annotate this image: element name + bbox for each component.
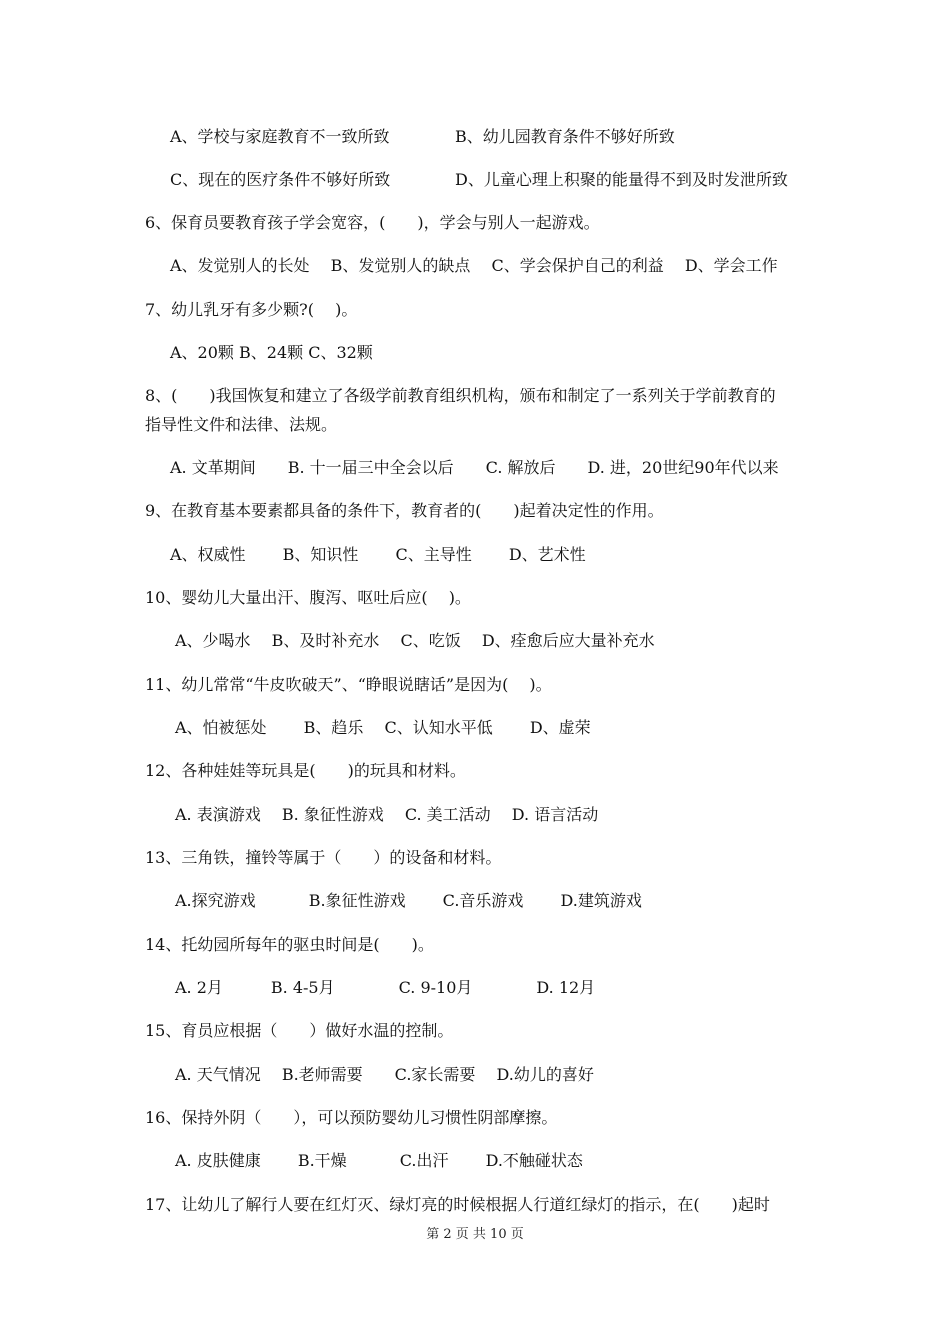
question-10: 10、婴幼儿大量出汗、腹泻、呕吐后应( )。 (145, 588, 471, 607)
options-14: A. 2月 B. 4-5月 C. 9-10月 D. 12月 (175, 978, 596, 997)
options-6: A、发觉别人的长处 B、发觉别人的缺点 C、学会保护自己的利益 D、学会工作 (170, 256, 778, 275)
options-8: A. 文革期间 B. 十一届三中全会以后 C. 解放后 D. 进，20世纪90年代以来 (170, 458, 779, 477)
question-9: 9、在教育基本要素都具备的条件下，教育者的( )起着决定性的作用。 (145, 501, 664, 520)
options-7: A、20颗 B、24颗 C、32颗 (170, 343, 373, 362)
question-17: 17、让幼儿了解行人要在红灯灭、绿灯亮的时候根据人行道红绿灯的指示，在( )起时 (145, 1195, 770, 1214)
options-12: A. 表演游戏 B. 象征性游戏 C. 美工活动 D. 语言活动 (175, 805, 599, 824)
question-14: 14、托幼园所每年的驱虫时间是( )。 (145, 935, 434, 954)
options-15: A. 天气情况 B.老师需要 C.家长需要 D.幼儿的喜好 (175, 1065, 594, 1084)
question-7: 7、幼儿乳牙有多少颗?( )。 (145, 300, 358, 319)
options-10: A、少喝水 B、及时补充水 C、吃饭 D、痊愈后应大量补充水 (175, 631, 655, 650)
options-11: A、怕被惩处 B、趋乐 C、认知水平低 D、虚荣 (175, 718, 591, 737)
question-12: 12、各种娃娃等玩具是( )的玩具和材料。 (145, 761, 466, 780)
options-13: A.探究游戏 B.象征性游戏 C.音乐游戏 D.建筑游戏 (175, 891, 642, 910)
question-11: 11、幼儿常常“牛皮吹破天”、“睁眼说瞎话”是因为( )。 (145, 675, 552, 694)
option-5a: A、学校与家庭教育不一致所致 (170, 127, 390, 146)
question-8: 8、( )我国恢复和建立了各级学前教育组织机构，颁布和制定了一系列关于学前教育的 (145, 386, 776, 405)
page-footer: 第 2 页 共 10 页 (426, 1227, 524, 1242)
question-16: 16、保持外阴（ ），可以预防婴幼儿习惯性阴部摩擦。 (145, 1108, 558, 1127)
question-6: 6、保育员要教育孩子学会宽容，( )，学会与别人一起游戏。 (145, 213, 600, 232)
option-5c: C、现在的医疗条件不够好所致 (170, 170, 391, 189)
question-15: 15、育员应根据（ ）做好水温的控制。 (145, 1021, 454, 1040)
question-13: 13、三角铁，撞铃等属于（ ）的设备和材料。 (145, 848, 502, 867)
option-5d: D、儿童心理上积聚的能量得不到及时发泄所致 (455, 170, 788, 189)
question-8-cont: 指导性文件和法律、法规。 (145, 415, 338, 434)
option-5b: B、幼儿园教育条件不够好所致 (455, 127, 675, 146)
options-9: A、权威性 B、知识性 C、主导性 D、艺术性 (170, 545, 586, 564)
options-16: A. 皮肤健康 B.干燥 C.出汗 D.不触碰状态 (175, 1151, 583, 1170)
